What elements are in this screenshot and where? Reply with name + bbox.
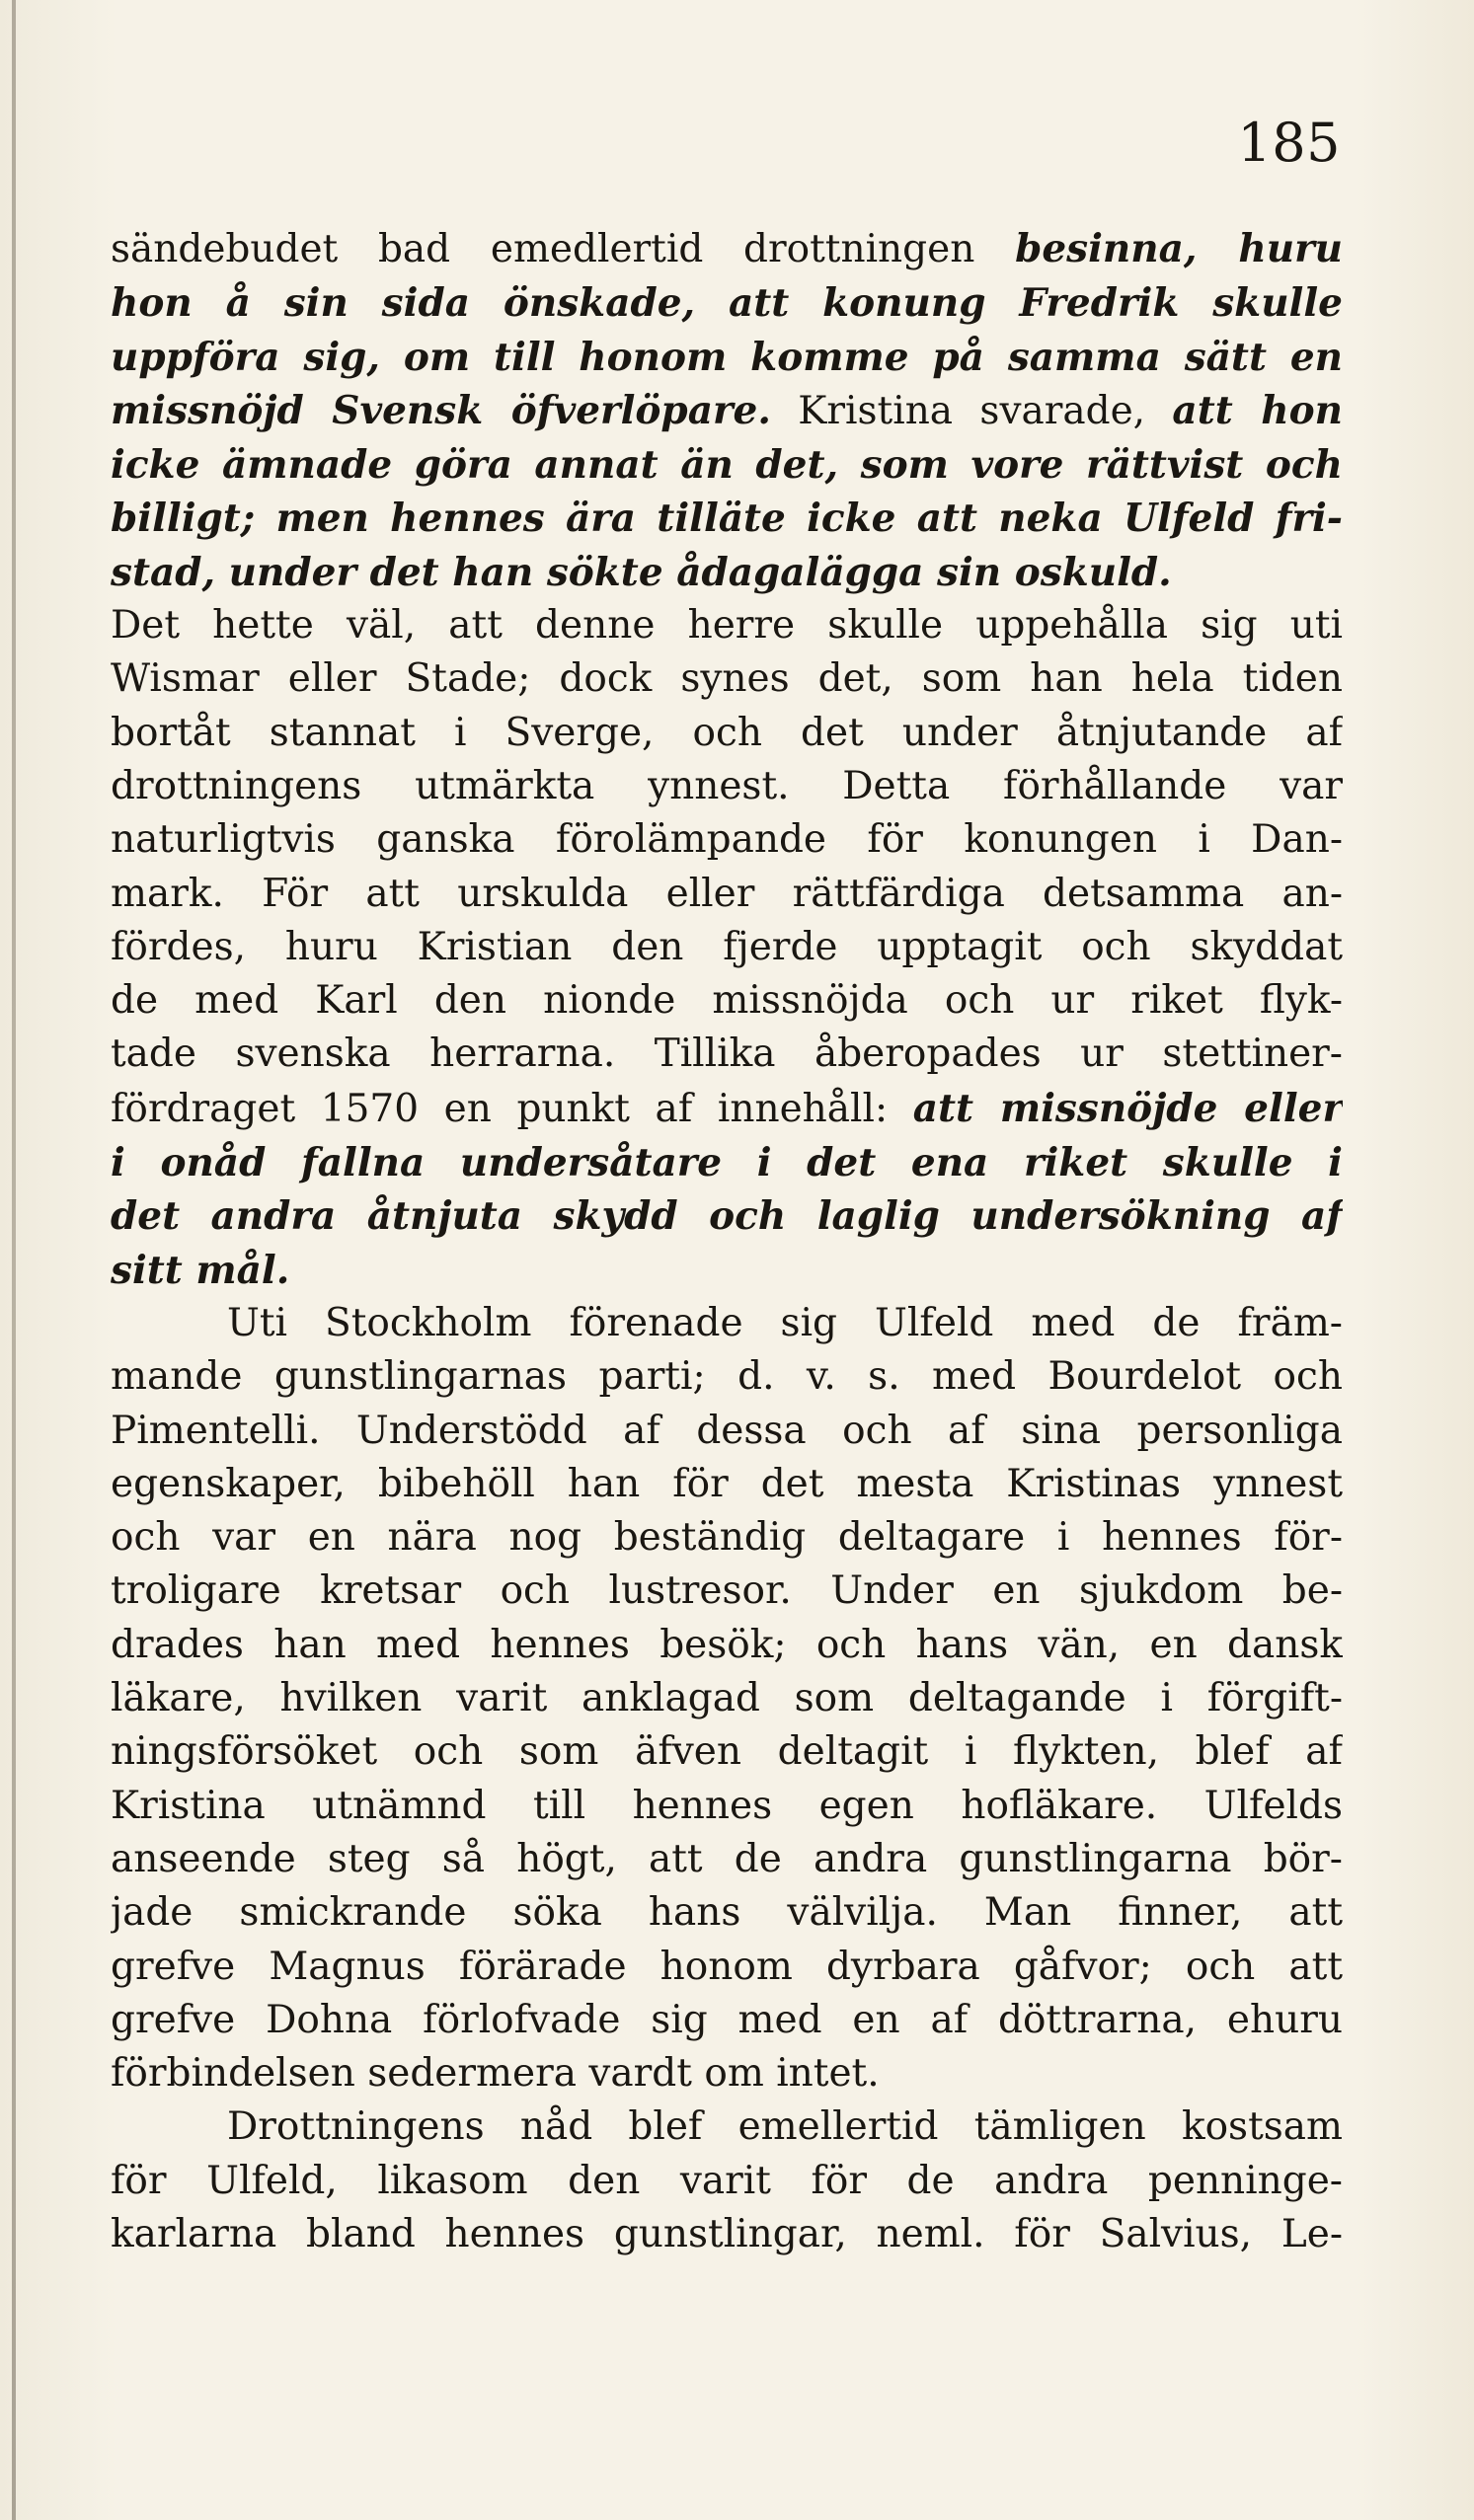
text-line: det andra åtnjuta skydd och laglig undersökning af [111,1193,1343,1240]
text-line: fördes, huru Kristian den fjerde upptagit och skyddat [111,924,1343,969]
text-line: Wismar eller Stade; dock synes det, som han hela tiden [111,656,1343,702]
text-line: billigt; men hennes ära tilläte icke att neka Ulfeld fri- [111,496,1343,542]
text-line: drottningens utmärkta ynnest. Detta förhållande var [111,763,1343,808]
text-line: uppföra sig, om till honom komme på samma sätt en [111,334,1343,380]
text-line: drades han med hennes besök; och hans vän, en dansk [111,1622,1343,1667]
text-line: grefve Dohna förlofvade sig med en af döttrarna, ehuru [111,1997,1343,2042]
text-line: Uti Stockholm förenade sig Ulfeld med de främ- [227,1300,1343,1345]
text-line: icke ämnade göra annat än det, som vore rättvist och [111,442,1343,489]
text-line: grefve Magnus förärade honom dyrbara gåfvor; och att [111,1944,1343,1989]
text-line: ningsförsöket och som äfven deltagit i flykten, blef af [111,1729,1343,1775]
text-line: fördraget 1570 en punkt af innehåll: att missnöjde eller [111,1085,1343,1131]
text-line: sitt mål. [111,1247,290,1293]
text-line: i onåd fallna undersåtare i det ena riket skulle i [111,1140,1343,1186]
text-line: läkare, hvilken varit anklagad som deltagande i förgift- [111,1676,1343,1721]
text-line: mande gunstlingarnas parti; d. v. s. med Bourdelot och [111,1354,1343,1400]
text-line: Drottningens nåd blef emellertid tämligen kostsam [227,2104,1343,2150]
text-line: bortåt stannat i Sverge, och det under åtnjutande af [111,710,1343,755]
text-line: troligare kretsar och lustresor. Under en sjukdom be- [111,1568,1343,1614]
text-line: egenskaper, bibehöll han för det mesta Kristinas ynnest [111,1461,1343,1506]
text-line: karlarna bland hennes gunstlingar, neml. för Salvius, Le- [111,2211,1343,2256]
text-line: tade svenska herrarna. Tillika åberopades ur stettiner- [111,1031,1343,1077]
text-line: för Ulfeld, likasom den varit för de andra penninge- [111,2158,1343,2203]
body-text [111,222,1343,2261]
text-line: förbindelsen sedermera vardt om intet. [111,2051,880,2097]
text-line: hon å sin sida önskade, att konung Fredrik skulle [111,280,1343,327]
text-line: jade smickrande söka hans välvilja. Man finner, att [111,1890,1343,1936]
text-line: naturligtvis ganska förolämpande för konungen i Dan- [111,817,1343,863]
text-line: Det hette väl, att denne herre skulle uppehålla sig uti [111,603,1343,649]
page-binding-edge [12,0,16,2520]
text-line: Kristina utnämnd till hennes egen hofläkare. Ulfelds [111,1783,1343,1828]
text-line: och var en nära nog beständig deltagare i hennes för- [111,1515,1343,1561]
text-line: missnöjd Svensk öfverlöpare. Kristina svarade, att hon [111,387,1343,433]
text-line: sändebudet bad emedlertid drottningen besinna, huru [111,226,1343,271]
text-line: de med Karl den nionde missnöjda och ur riket flyk- [111,978,1343,1024]
text-line: stad, under det han sökte ådagalägga sin oskuld. [111,549,1172,595]
text-line: anseende steg så högt, att de andra gunstlingarna bör- [111,1836,1343,1881]
page-number: 185 [1237,112,1341,174]
text-line: Pimentelli. Understödd af dessa och af sina personliga [111,1408,1343,1453]
text-line: mark. För att urskulda eller rättfärdiga detsamma an- [111,871,1343,916]
